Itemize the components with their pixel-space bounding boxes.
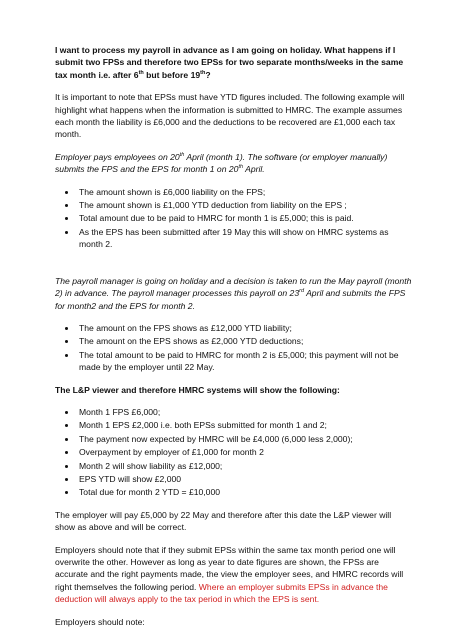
list-item: • EPS YTD will show £2,000 — [77, 473, 413, 485]
list-item: • The total amount to be paid to HMRC for month 2 is £5,000; this payment will not be made by the employer until 22 May. — [77, 349, 413, 374]
highlighted-note: Where an employer submits EPSs in advance the deduction will always apply to the tax period in which the EPS is sent. — [55, 581, 388, 605]
scenario-1-paragraph: Employer pays employees on 20th April (month 1). The software (or employer manually) submits the FPS and the EPS for month 1 on 20th April. — [55, 151, 388, 175]
list-item: • As the EPS has been submitted after 19 May this will show on HMRC systems as month 2. — [77, 226, 413, 251]
list-item: • The amount on the EPS shows as £2,000 YTD deductions; — [77, 335, 413, 347]
list-item: • Month 1 FPS £6,000; — [77, 406, 413, 418]
question-heading: I want to process my payroll in advance as I am going on holiday. What happens if I submit two FPSs and therefore two EPSs for two separate months/weeks in the same tax month i.e. after 6th but before 19th? — [55, 45, 404, 80]
list-item: • Total amount due to be paid to HMRC for month 1 is £5,000; this is paid. — [77, 212, 413, 224]
closing-line: Employers should note: — [55, 616, 145, 627]
section-heading: The L&P viewer and therefore HMRC systems will show the following: — [55, 384, 340, 395]
list-item: • The amount on the FPS shows as £12,000 YTD liability; — [77, 322, 413, 334]
scenario-2-paragraph: The payroll manager is going on holiday and a decision is taken to run the May payroll (month 2) in advance. The payroll manager processes this payroll on 23rd April and submits the FPS for month2 and the EPS for month 2. — [55, 275, 412, 311]
list-item: • Total due for month 2 YTD = £10,000 — [77, 486, 413, 498]
list-item: • The payment now expected by HMRC will be £4,000 (6,000 less 2,000); — [77, 433, 413, 445]
scenario-2-list — [55, 322, 413, 374]
note-paragraph: Employers should note that if they submit EPSs within the same tax month period one will overwrite the other. However as long as year to date figures are shown, the FPSs are accurate and the right payments made, the view the employer sees, and HMRC records will right themselves the following period. Where an employer submits EPSs in advance the deduction will always apply to the tax period in which the EPS is sent. — [55, 544, 404, 605]
payment-paragraph: The employer will pay £5,000 by 22 May and therefore after this date the L&P viewer will show as above and will be correct. — [55, 509, 392, 533]
list-item: • Month 2 will show liability as £12,000; — [77, 460, 413, 472]
list-item: • Month 1 EPS £2,000 i.e. both EPSs submitted for month 1 and 2; — [77, 419, 413, 431]
list-item: • Overpayment by employer of £1,000 for month 2 — [77, 446, 413, 458]
hmrc-view-list — [55, 406, 413, 499]
list-item: • The amount shown is £1,000 YTD deduction from liability on the EPS ; — [77, 199, 413, 211]
spacer — [55, 261, 413, 275]
scenario-1-list — [55, 186, 413, 251]
intro-paragraph: It is important to note that EPSs must have YTD figures included. The following example will highlight what happens when the information is submitted to HMRC. The example assumes each month the liability is £6,000 and the deductions to be recovered are £1,000 each tax month. — [55, 92, 405, 140]
list-item: • The amount shown is £6,000 liability on the FPS; — [77, 186, 413, 198]
